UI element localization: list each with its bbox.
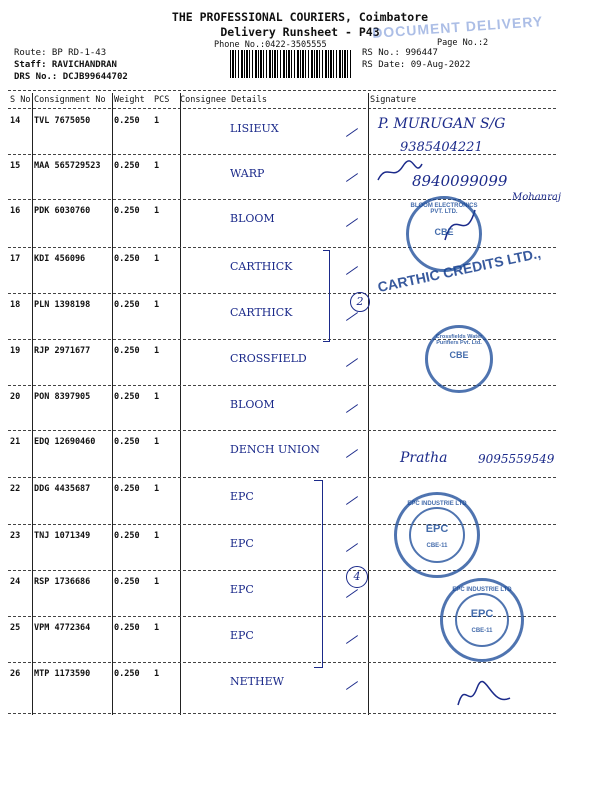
signature-phone: 9385404221 <box>400 140 483 155</box>
signature-scribble <box>375 160 425 185</box>
row-sno: 26 <box>10 669 21 679</box>
row-sno: 21 <box>10 437 21 447</box>
seal-text: EPC INDUSTRIE LTD <box>452 587 512 593</box>
row-sno: 18 <box>10 300 21 310</box>
delivery-tick-mark <box>346 312 358 321</box>
column-divider <box>180 93 181 715</box>
row-weight: 0.250 <box>114 669 140 679</box>
row-consignee: CARTHICK <box>230 260 293 273</box>
epc-industrie-seal <box>394 492 480 578</box>
column-header-sno: S No <box>10 95 31 105</box>
row-consignment-no: TNJ 1071349 <box>34 531 91 541</box>
row-consignment-no: DDG 4435687 <box>34 484 91 494</box>
column-header-details: Consignee Details <box>180 95 267 105</box>
delivery-tick-mark <box>346 681 358 690</box>
row-consignee: DENCH UNION <box>230 443 320 456</box>
group-bracket <box>323 250 330 342</box>
signature-phone: 9095559549 <box>478 452 555 466</box>
signature-text: Pratha <box>400 450 448 466</box>
signature-text: P. MURUGAN S/G <box>378 116 506 132</box>
row-consignee: BLOOM <box>230 398 275 411</box>
page-number: Page No.:2 <box>437 38 489 48</box>
row-weight: 0.250 <box>114 484 140 494</box>
row-consignee: BLOOM <box>230 212 275 225</box>
delivery-tick-mark <box>346 173 358 182</box>
row-consignment-no: RSP 1736686 <box>34 577 91 587</box>
seal-text: BLOOM ELECTRONICS PVT. LTD. <box>410 203 478 215</box>
row-sno: 19 <box>10 346 21 356</box>
row-consignment-no: RJP 2971677 <box>34 346 91 356</box>
row-consignment-no: MAA 565729523 <box>34 161 101 171</box>
delivery-tick-mark <box>346 404 358 413</box>
seal-city: CBE <box>434 227 454 237</box>
drs-number: DRS No.: DCJB99644702 <box>14 72 128 82</box>
row-pcs: 1 <box>154 577 160 587</box>
row-weight: 0.250 <box>114 161 140 171</box>
row-weight: 0.250 <box>114 206 140 216</box>
delivery-tick-mark <box>346 128 358 137</box>
signature-scribble <box>455 680 515 710</box>
column-divider <box>32 93 33 715</box>
row-weight: 0.250 <box>114 116 140 126</box>
row-pcs: 1 <box>154 206 160 216</box>
row-weight: 0.250 <box>114 300 140 310</box>
epc-industrie-seal <box>440 578 524 662</box>
row-sno: 20 <box>10 392 21 402</box>
row-divider <box>8 662 556 663</box>
row-divider <box>8 477 556 478</box>
column-header-signature: Signature <box>370 95 417 105</box>
header-divider-bottom <box>8 108 556 109</box>
row-weight: 0.250 <box>114 437 140 447</box>
row-pcs: 1 <box>154 531 160 541</box>
column-header-pcs: PCS <box>154 95 170 105</box>
column-header-weight: Weight <box>114 95 145 105</box>
row-consignment-no: VPM 4772364 <box>34 623 91 633</box>
seal-bottom: CBE-11 <box>471 628 493 634</box>
row-weight: 0.250 <box>114 577 140 587</box>
row-pcs: 1 <box>154 116 160 126</box>
row-pcs: 1 <box>154 669 160 679</box>
document-title: THE PROFESSIONAL COURIERS, Coimbatore <box>171 10 429 24</box>
row-sno: 17 <box>10 254 21 264</box>
document-delivery-stamp: DOCUMENT DELIVERY <box>371 13 544 41</box>
row-sno: 23 <box>10 531 21 541</box>
row-consignee: EPC <box>230 537 254 550</box>
barcode-image <box>230 50 353 78</box>
row-consignment-no: PON 8397905 <box>34 392 91 402</box>
group-count-circle: 4 <box>346 566 368 588</box>
row-pcs: 1 <box>154 161 160 171</box>
row-consignee: CROSSFIELD <box>230 352 307 365</box>
row-pcs: 1 <box>154 300 160 310</box>
carthic-credits-stamp: CARTHIC CREDITS LTD., <box>376 244 543 296</box>
group-bracket <box>314 480 323 668</box>
row-consignee: EPC <box>230 629 254 642</box>
delivery-tick-mark <box>346 449 358 458</box>
row-pcs: 1 <box>154 484 160 494</box>
seal-city: CBE <box>449 350 469 360</box>
row-weight: 0.250 <box>114 346 140 356</box>
column-divider <box>368 93 369 715</box>
row-sno: 22 <box>10 484 21 494</box>
row-consignment-no: PLN 1398198 <box>34 300 91 310</box>
seal-bottom: CBE-11 <box>426 543 448 549</box>
row-consignee: NETHEW <box>230 675 284 688</box>
route-label: Route: BP RD-1-43 <box>14 48 107 58</box>
seal-text: Crossfields Water Purifiers Pvt. Ltd. <box>435 334 483 346</box>
row-consignee: EPC <box>230 490 254 503</box>
group-count-circle: 2 <box>350 292 370 312</box>
staff-label: Staff: RAVICHANDRAN <box>14 60 117 70</box>
column-divider <box>112 93 113 715</box>
row-consignee: WARP <box>230 167 265 180</box>
row-weight: 0.250 <box>114 254 140 264</box>
column-header-consignment: Consignment No <box>34 95 106 105</box>
row-pcs: 1 <box>154 437 160 447</box>
row-pcs: 1 <box>154 623 160 633</box>
row-consignment-no: TVL 7675050 <box>34 116 91 126</box>
row-consignee: CARTHICK <box>230 306 293 319</box>
row-sno: 25 <box>10 623 21 633</box>
delivery-tick-mark <box>346 218 358 227</box>
row-consignment-no: EDQ 12690460 <box>34 437 96 447</box>
row-sno: 15 <box>10 161 21 171</box>
bloom-electronics-seal <box>406 196 482 272</box>
delivery-tick-mark <box>346 635 358 644</box>
row-divider <box>8 293 556 294</box>
row-consignment-no: KDI 456096 <box>34 254 86 264</box>
delivery-tick-mark <box>346 358 358 367</box>
header-divider-top <box>8 90 556 91</box>
signature-phone: 8940099099 <box>412 172 508 190</box>
rs-number: RS No.: 996447 <box>362 48 438 58</box>
delivery-tick-mark <box>346 496 358 505</box>
row-pcs: 1 <box>154 346 160 356</box>
row-consignee: EPC <box>230 583 254 596</box>
table-end-divider <box>8 713 556 714</box>
delivery-tick-mark <box>346 589 358 598</box>
signature-text: Mohanraj <box>512 192 561 203</box>
seal-text: EPC INDUSTRIE LTD <box>407 501 467 507</box>
crossfields-seal <box>425 325 493 393</box>
row-weight: 0.250 <box>114 623 140 633</box>
seal-center: EPC <box>470 608 494 620</box>
document-subtitle: Delivery Runsheet - P43 <box>220 25 380 39</box>
row-weight: 0.250 <box>114 392 140 402</box>
row-weight: 0.250 <box>114 531 140 541</box>
row-pcs: 1 <box>154 254 160 264</box>
delivery-tick-mark <box>346 543 358 552</box>
row-divider <box>8 430 556 431</box>
row-pcs: 1 <box>154 392 160 402</box>
row-consignment-no: MTP 1173590 <box>34 669 91 679</box>
row-consignment-no: PDK 6030760 <box>34 206 91 216</box>
seal-center: EPC <box>425 523 449 535</box>
phone-number: Phone No.:0422-3505555 <box>214 40 327 50</box>
row-consignee: LISIEUX <box>230 122 279 135</box>
delivery-tick-mark <box>346 266 358 275</box>
row-divider <box>8 570 556 571</box>
row-sno: 16 <box>10 206 21 216</box>
row-sno: 14 <box>10 116 21 126</box>
rs-date: RS Date: 09-Aug-2022 <box>362 60 471 70</box>
row-sno: 24 <box>10 577 21 587</box>
